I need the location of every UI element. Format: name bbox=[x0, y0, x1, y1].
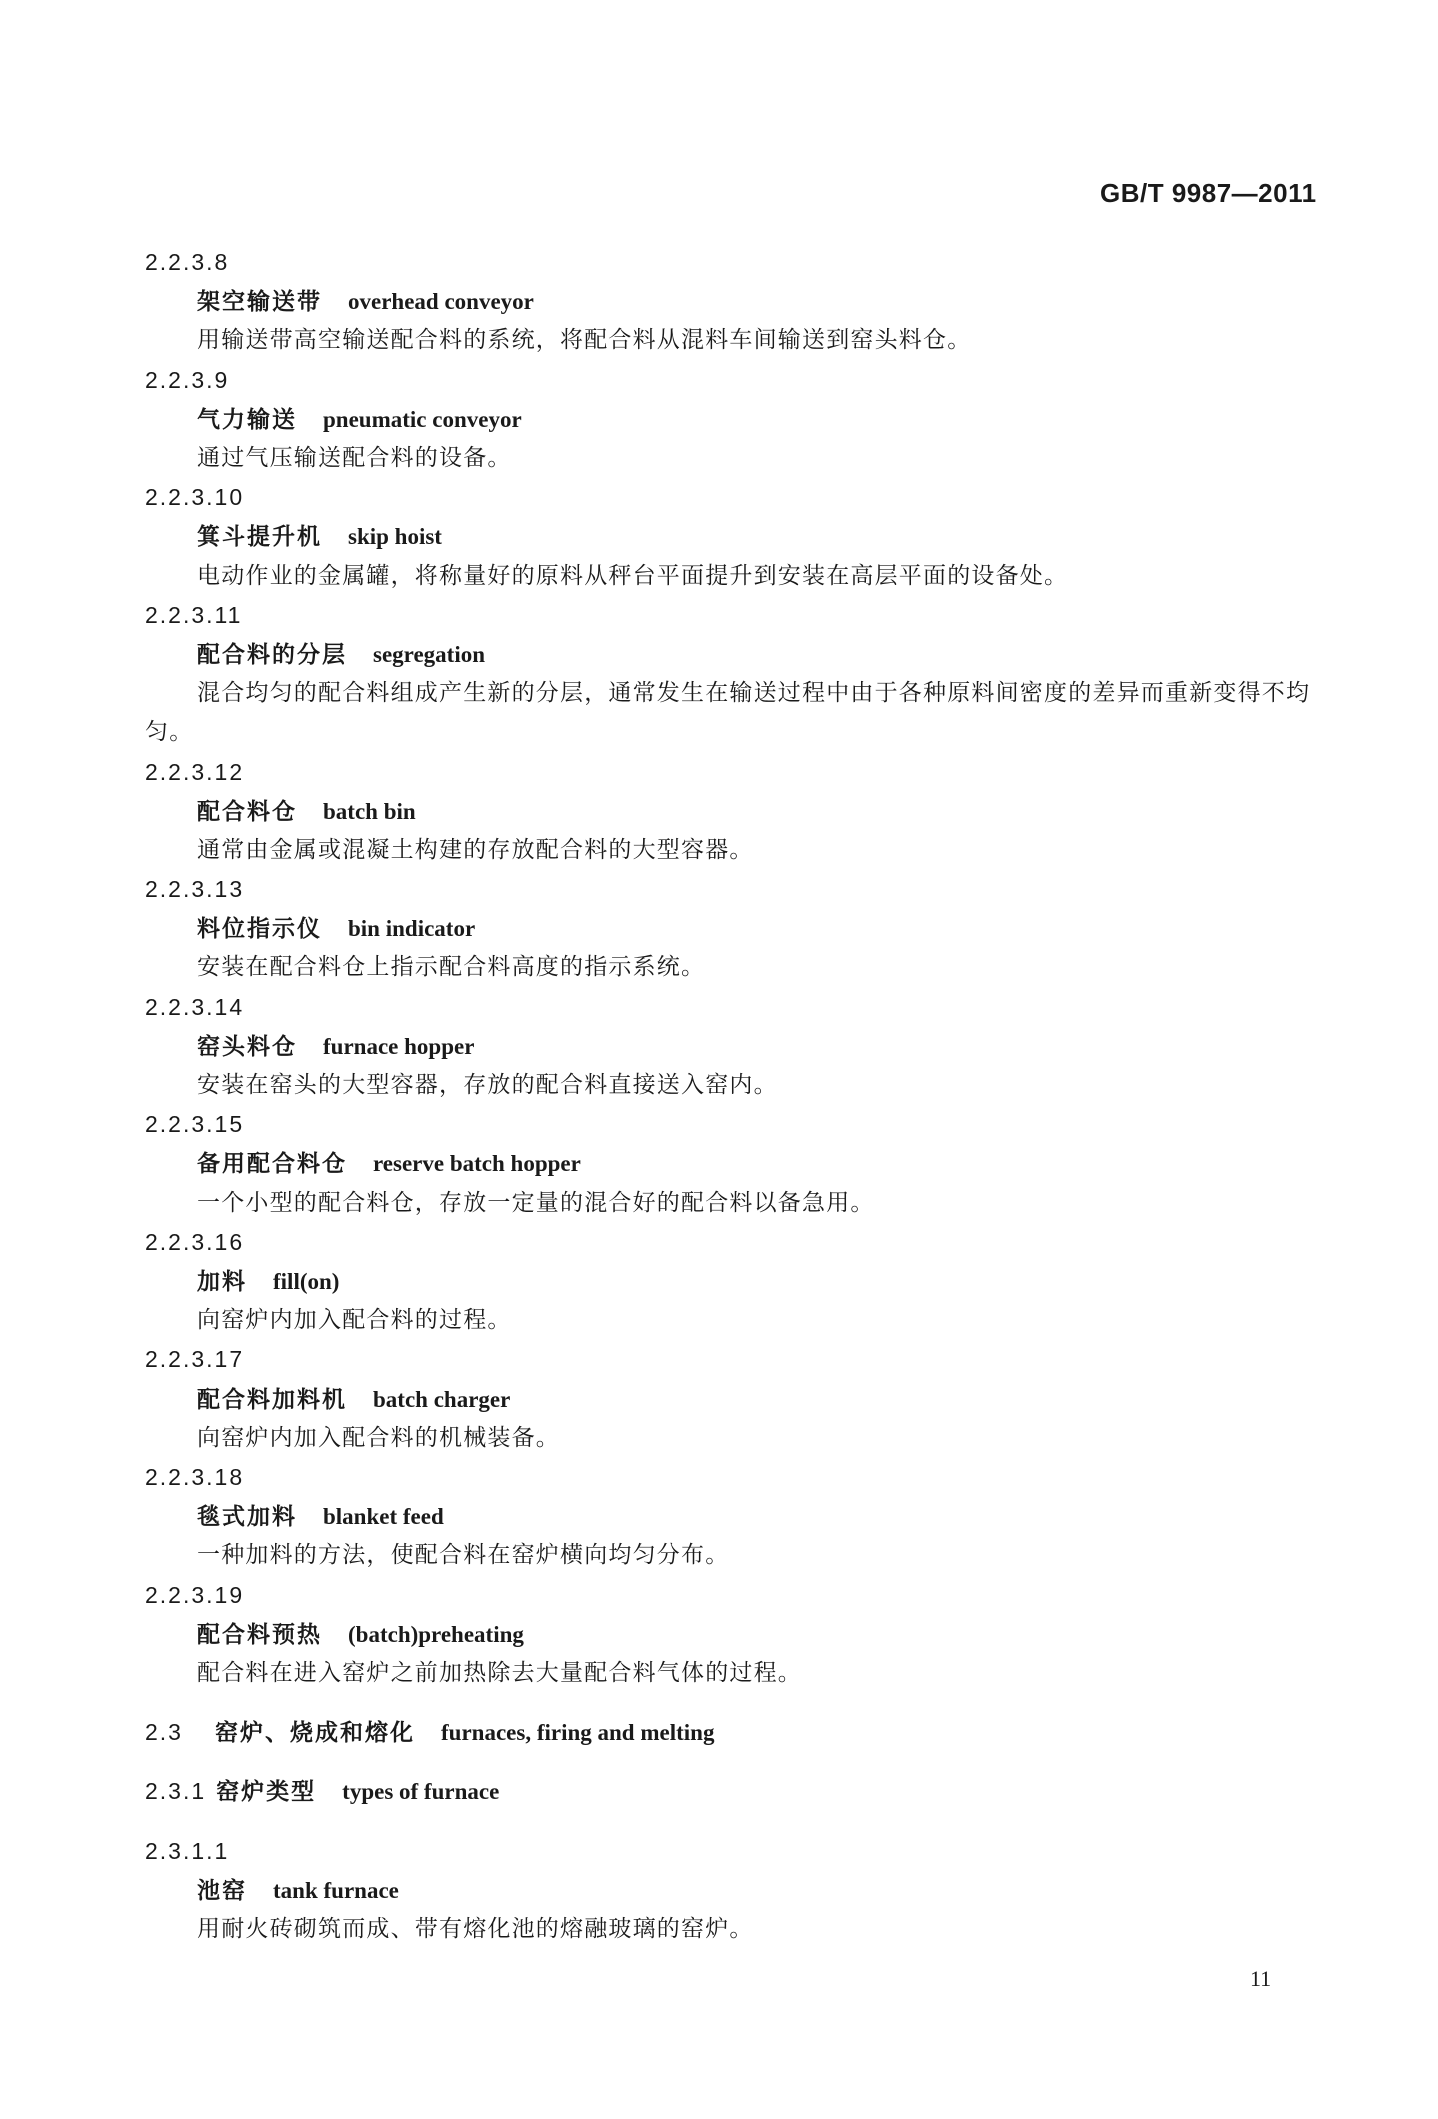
entry-term bbox=[145, 1871, 1315, 1910]
entry-number: 2.2.3.10 bbox=[145, 484, 245, 511]
section-title-en: furnaces, firing and melting bbox=[441, 1720, 715, 1746]
spacer bbox=[145, 1752, 1315, 1772]
entry-number: 2.2.3.15 bbox=[145, 1111, 245, 1138]
term-english: skip hoist bbox=[348, 524, 442, 550]
standard-code: GB/T 9987—2011 bbox=[1100, 178, 1317, 208]
document-body bbox=[145, 243, 1315, 1949]
term-chinese: 配合料的分层 bbox=[197, 640, 347, 668]
entry-term bbox=[145, 1262, 1315, 1301]
term-chinese: 备用配合料仓 bbox=[197, 1150, 347, 1178]
section-heading-2-3-1 bbox=[145, 1772, 1315, 1811]
entry-term bbox=[145, 1380, 1315, 1419]
entry-definition: 安装在配合料仓上指示配合料高度的指示系统。 bbox=[197, 954, 706, 981]
term-english: batch charger bbox=[373, 1386, 511, 1412]
term-english: blanket feed bbox=[323, 1504, 444, 1530]
entry-definition: 电动作业的金属罐，将称量好的原料从秤台平面提升到安装在高层平面的设备处。 bbox=[197, 562, 1069, 589]
spacer bbox=[145, 1693, 1315, 1713]
entry-number: 2.2.3.12 bbox=[145, 758, 245, 785]
entry-number: 2.3.1.1 bbox=[145, 1837, 230, 1864]
term-entry bbox=[145, 478, 1315, 596]
entry-definition: 安装在窑头的大型容器，存放的配合料直接送入窑内。 bbox=[197, 1072, 778, 1099]
entry-term bbox=[145, 909, 1315, 948]
term-english: fill(on) bbox=[273, 1269, 340, 1295]
term-english: tank furnace bbox=[273, 1877, 399, 1903]
entry-definition: 向窑炉内加入配合料的过程。 bbox=[197, 1307, 512, 1334]
term-chinese: 加料 bbox=[197, 1268, 247, 1296]
term-chinese: 配合料加料机 bbox=[197, 1385, 347, 1413]
term-chinese: 窑头料仓 bbox=[197, 1032, 297, 1060]
term-english: reserve batch hopper bbox=[373, 1151, 581, 1177]
term-entry bbox=[145, 988, 1315, 1106]
section-number: 2.3.1 bbox=[145, 1778, 207, 1805]
term-chinese: 料位指示仪 bbox=[197, 915, 322, 943]
entry-definition: 通常由金属或混凝土构建的存放配合料的大型容器。 bbox=[197, 836, 754, 863]
entry-number: 2.2.3.13 bbox=[145, 876, 245, 903]
term-entry bbox=[145, 1576, 1315, 1694]
entry-number: 2.2.3.9 bbox=[145, 366, 230, 393]
term-entry bbox=[145, 361, 1315, 479]
entry-number: 2.2.3.18 bbox=[145, 1463, 245, 1490]
section-title-zh: 窑炉、烧成和熔化 bbox=[215, 1719, 415, 1747]
entry-definition: 通过气压输送配合料的设备。 bbox=[197, 444, 512, 471]
term-chinese: 架空输送带 bbox=[197, 288, 322, 316]
term-english: pneumatic conveyor bbox=[323, 406, 522, 432]
term-chinese: 气力输送 bbox=[197, 405, 297, 433]
entry-term bbox=[145, 1027, 1315, 1066]
entry-definition: 混合均匀的配合料组成产生新的分层，通常发生在输送过程中由于各种原料间密度的差异而重新变得不均匀。 bbox=[145, 680, 1311, 746]
term-english: (batch)preheating bbox=[348, 1621, 524, 1647]
term-entry bbox=[145, 753, 1315, 871]
entry-number: 2.2.3.17 bbox=[145, 1346, 245, 1373]
entry-number: 2.2.3.8 bbox=[145, 249, 230, 275]
entry-definition: 用输送带高空输送配合料的系统，将配合料从混料车间输送到窑头料仓。 bbox=[197, 327, 972, 354]
entry-term bbox=[145, 1497, 1315, 1536]
term-chinese: 池窑 bbox=[197, 1876, 247, 1904]
term-chinese: 配合料仓 bbox=[197, 797, 297, 825]
term-entry bbox=[145, 1223, 1315, 1341]
entry-term bbox=[145, 635, 1315, 674]
term-english: batch bin bbox=[323, 798, 416, 824]
entry-number: 2.2.3.16 bbox=[145, 1228, 245, 1255]
entry-term bbox=[145, 792, 1315, 831]
term-entry bbox=[145, 870, 1315, 988]
term-chinese: 配合料预热 bbox=[197, 1620, 322, 1648]
section-title-zh: 窑炉类型 bbox=[216, 1778, 317, 1806]
page-number: 11 bbox=[1250, 1966, 1272, 1991]
entry-definition: 一种加料的方法，使配合料在窑炉横向均匀分布。 bbox=[197, 1542, 730, 1569]
entry-definition: 用耐火砖砌筑而成、带有熔化池的熔融玻璃的窑炉。 bbox=[197, 1915, 754, 1942]
term-entry bbox=[145, 1458, 1315, 1576]
term-entries-2-3-1 bbox=[145, 1832, 1315, 1950]
entry-number: 2.2.3.11 bbox=[145, 601, 243, 628]
entry-term bbox=[145, 400, 1315, 439]
entry-term bbox=[145, 1144, 1315, 1183]
section-title-en: types of furnace bbox=[342, 1779, 500, 1805]
entry-number: 2.2.3.19 bbox=[145, 1581, 245, 1608]
term-english: segregation bbox=[373, 641, 486, 667]
entry-term bbox=[145, 517, 1315, 556]
entry-definition: 配合料在进入窑炉之前加热除去大量配合料气体的过程。 bbox=[197, 1659, 802, 1686]
term-english: overhead conveyor bbox=[348, 289, 534, 315]
term-entry bbox=[145, 1832, 1315, 1950]
term-entry bbox=[145, 243, 1315, 361]
spacer bbox=[145, 1812, 1315, 1832]
section-number: 2.3 bbox=[145, 1719, 183, 1746]
term-entry bbox=[145, 596, 1315, 753]
term-entries-2-2-3 bbox=[145, 243, 1315, 1693]
entry-number: 2.2.3.14 bbox=[145, 993, 245, 1020]
term-english: furnace hopper bbox=[323, 1033, 475, 1059]
term-entry bbox=[145, 1340, 1315, 1458]
entry-definition: 一个小型的配合料仓，存放一定量的混合好的配合料以备急用。 bbox=[197, 1189, 875, 1216]
entry-term bbox=[145, 1615, 1315, 1654]
entry-definition: 向窑炉内加入配合料的机械装备。 bbox=[197, 1424, 560, 1451]
section-heading-2-3 bbox=[145, 1713, 1315, 1752]
term-entry bbox=[145, 1105, 1315, 1223]
term-english: bin indicator bbox=[348, 916, 476, 942]
term-chinese: 毯式加料 bbox=[197, 1503, 297, 1531]
entry-term bbox=[145, 282, 1315, 321]
term-chinese: 箕斗提升机 bbox=[197, 523, 322, 551]
